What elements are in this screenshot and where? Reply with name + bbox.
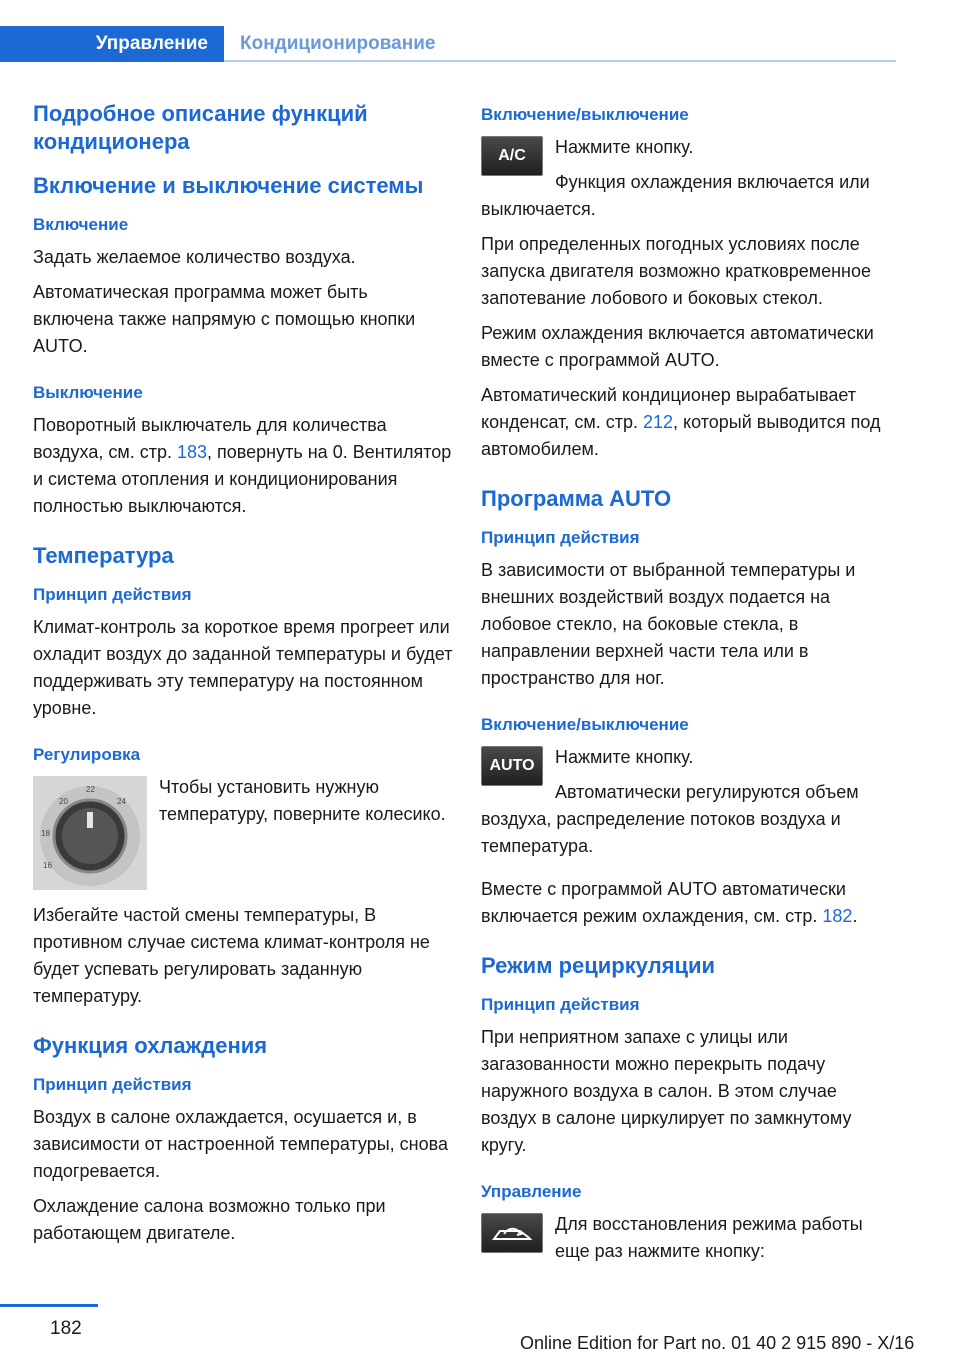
ac-fog-text: При определенных погодных условиях после запуска двигателя возможно кратковременное запотевание лобового и боковых стекол. xyxy=(481,234,872,308)
page-number: 182 xyxy=(50,1318,82,1339)
page-link-212[interactable]: 212 xyxy=(642,412,674,432)
temperature-text: Климат-контроль за короткое время прогреет или охладит воздух до заданной температуры и будет поддерживать эту температуру на постоянном уровне. xyxy=(33,617,453,718)
cooling-text-2: Охлаждение салона возможно только при работающем двигателе. xyxy=(33,1196,386,1243)
ac-condensate-b: , который выводится под автомобилем. xyxy=(481,412,881,459)
page-title: Подробное описание функций кондиционера xyxy=(33,101,368,154)
control-heading: Управление xyxy=(481,1182,582,1201)
auto-button-icon: AUTO xyxy=(481,746,543,786)
page-link-182[interactable]: 182 xyxy=(822,906,853,926)
dial-label-24: 24 xyxy=(117,797,126,806)
right-column xyxy=(481,100,897,1273)
auto-press-text: Нажмите кнопку. xyxy=(555,747,694,767)
recirculation-text: При неприятном запахе с улицы или загазованности можно перекрыть подачу наружного воздуха в салон. В этом случае воздух в салоне циркулирует по замкнутому кругу. xyxy=(481,1027,852,1155)
recirculation-control-text: Для восстановления режима работы еще раз нажмите кнопку: xyxy=(555,1214,863,1261)
header-divider xyxy=(224,60,896,62)
header-bar xyxy=(0,26,896,62)
page-link-183[interactable]: 183 xyxy=(176,442,208,462)
ac-block xyxy=(481,134,897,231)
switch-on-text-2: Автоматическая программа может быть включена также напрямую с помощью кнопки AUTO. xyxy=(33,282,416,356)
auto-block xyxy=(481,744,897,868)
dial-label-22: 22 xyxy=(86,785,95,794)
temperature-dial-image xyxy=(33,776,147,890)
recirculation-button-icon xyxy=(481,1213,543,1253)
warning-text: Избегайте частой смены температуры, В противном случае система климат-контроля не будет успевать регулировать заданную температуру. xyxy=(33,905,430,1006)
edition-note: Online Edition for Part no. 01 40 2 915 890 - X/16 xyxy=(520,1333,915,1353)
left-column xyxy=(33,100,453,1255)
ac-toggle-text: Функция охлаждения включается или выключается. xyxy=(481,172,870,219)
ac-button-icon: A/C xyxy=(481,136,543,176)
switch-off-text-b: , повернуть на 0. Вентилятор и система отопления и кондиционирования полностью выключаются. xyxy=(33,442,452,516)
dial-label-20: 20 xyxy=(59,797,68,806)
tab-air-conditioning[interactable]: Кондиционирование xyxy=(240,33,436,54)
adjustment-text: Чтобы установить нужную температуру, поверните колесико. xyxy=(159,777,446,824)
recirculation-principle-heading: Принцип действия xyxy=(481,995,640,1014)
switch-off-heading: Выключение xyxy=(33,383,143,402)
dial-label-16: 16 xyxy=(43,861,52,870)
ac-condensate-text xyxy=(481,382,897,463)
system-onoff-heading: Включение и выключение системы xyxy=(33,173,424,198)
auto-regulate-text: Автоматически регулируются объем воздуха, распределение потоков воздуха и температура. xyxy=(481,782,859,856)
auto-cooling-a: Вместе с программой AUTO автоматически включается режим охлаждения, см. стр. xyxy=(481,879,846,926)
dial-icon xyxy=(33,776,147,890)
auto-program-heading: Программа AUTO xyxy=(481,486,672,511)
switch-off-text xyxy=(33,412,453,520)
footer-divider xyxy=(0,1304,98,1307)
auto-principle-text: В зависимости от выбранной температуры и внешних воздействий воздух подается на лобовое стекло, на боковые стекла, в направлении верхней части тела или в пространство для ног. xyxy=(481,560,856,688)
dial-label-18: 18 xyxy=(41,829,50,838)
switch-on-heading: Включение xyxy=(33,215,129,234)
switch-off-text-a: Поворотный выключатель для количества воздуха, см. стр. xyxy=(33,415,387,462)
cooling-text-1: Воздух в салоне охлаждается, осушается и, в зависимости от настроенной температуры, снова подогревается. xyxy=(33,1107,448,1181)
car-recirculation-icon xyxy=(490,1221,534,1245)
ac-onoff-heading: Включение/выключение xyxy=(481,105,689,124)
adjustment-block xyxy=(33,774,453,896)
temperature-heading: Температура xyxy=(33,543,174,568)
auto-onoff-heading: Включение/выключение xyxy=(481,715,689,734)
ac-auto-text: Режим охлаждения включается автоматически вместе с программой AUTO. xyxy=(481,323,874,370)
auto-principle-heading: Принцип действия xyxy=(481,528,640,547)
cooling-heading: Функция охлаждения xyxy=(33,1033,268,1058)
cooling-principle-heading: Принцип действия xyxy=(33,1075,192,1094)
tab-control[interactable]: Управление xyxy=(0,26,224,62)
adjustment-heading: Регулировка xyxy=(33,745,141,764)
ac-press-text: Нажмите кнопку. xyxy=(555,137,694,157)
recirculation-heading: Режим рециркуляции xyxy=(481,953,716,978)
auto-cooling-text xyxy=(481,876,897,930)
auto-cooling-b: . xyxy=(852,906,858,926)
temperature-principle-heading: Принцип действия xyxy=(33,585,192,604)
recirculation-block xyxy=(481,1211,897,1273)
switch-on-text-1: Задать желаемое количество воздуха. xyxy=(33,247,356,267)
ac-condensate-a: Автоматический кондиционер вырабатывает конденсат, см. стр. xyxy=(481,385,857,432)
